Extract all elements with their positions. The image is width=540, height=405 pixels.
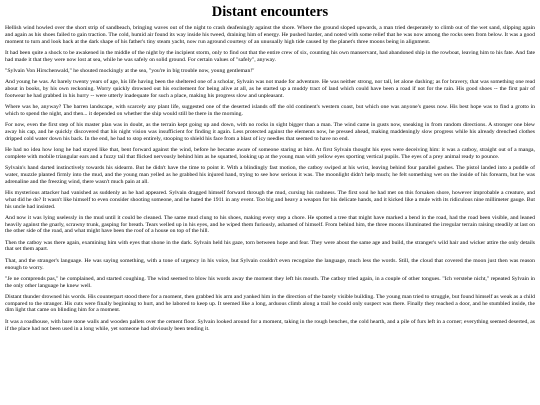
- paragraph: He had no idea how long he had stayed like that, bent forward against the wind, before he became aware of someone staring at him. At first Sylvain thought his eyes were deceiving him: it was a catboy, straight out of a manga, complete with mobile triangular ears and a fuzzy tail that flicked nervously behind him as he squatted, looking up at the young man with yellow eyes sporting vertical pupils. The eyes of a prey animal ready to pounce.: [5, 147, 535, 160]
- document-title: Distant encounters: [211, 4, 329, 20]
- paragraph: It had been quite a shock to be awakened in the middle of the night by the incipient storm, only to find out that the entire crew of six, counting his own manservant, had abandoned ship in the rowboat, leaving him to his fate. And fate had made it that they were now lost at sea, while he was safely on solid ground. For certain values of "safely", anyway.: [5, 49, 535, 63]
- paragraph: Sylvain's hand darted instinctively towards his sidearm. But he didn't have the time to point it. With a blindingly fast motion, the catboy swiped at his wrist, leaving behind four parallel gashes. The pistol landed into a puddle of water, muzzle planted firmly into the mud, and the young man yelled as he grabbed his injured hand, trying to see how serious it was. The moonlight didn't help much; he felt something wet on the inside of his forearm, but he was adrenaline and the freezing wind, there wasn't much pain at all.: [5, 165, 535, 185]
- paragraph: "Sylvain Von Hirschenwald," he shouted mockingly at the sea, "you're in big trouble now, young gentleman!": [5, 67, 255, 74]
- paragraph: "Je ne comprends pas," he complained, and started coughing. The wind seemed to blow his words away the moment they left his mouth. The catboy tried again, in a couple of other tongues. "Ich verstehe nicht," repeated Sylvain in the only other language he knew well.: [5, 275, 535, 289]
- paragraph: Hellish wind howled over the short strip of sandbeach, bringing waves out of the night to crash deafeningly against the shore. Where the ground sloped upwards, a man tried desperately to climb out of the wet sand, slipping again and again as his shoes failed to gain traction. The cold, humid air found its way inside his tweed, draining him of energy. He pushed harder, and noted with some relief that he was now among the rocks seen from below. It was a good moment to turn and look back at the dark shape of his father's tiny steam yacht, now run aground courtesy of an unusually high tide caused by the planet's three moons being in alignment.: [5, 25, 535, 45]
- paragraph: And now it was lying uselessly in the mud until it could be cleaned. The same mud clung to his shoes, making every step a chore. He spotted a tree that might have marked a bend in the road, had the road been visible, and leaned heavily against the gnarly, scrawny trunk, gasping for breath. Tears welled up in his eyes, and he wiped them furiously, ashamed of himself. From behind him, the three moons illuminated the irregular terrain raising steadily at last on the other side of the road, and what might have been the roof of a house on top of the hill.: [5, 214, 535, 235]
- paragraph: It was a roadhouse, with bare stone walls and wooden pallets over the cement floor. Sylvain looked around for a moment, taking in the rough benches, the cold hearth, and a pile of furs left in a corner; everything seemed deserted, as if the place had not been used in a long while, yet someone had obviously been tending it.: [5, 318, 535, 332]
- paragraph: Where was he, anyway? The barren landscape, with scarcely any plant life, suggested one of the deserted islands off the old continent's western coast, but which one was anyone's guess now. His best hope was to find a grotto in which to spend the night, and then... it depended on whether the ship would still be there in the morning.: [5, 104, 535, 117]
- paragraph: For now, even the first step of his master plan was in doubt, as the terrain kept going up and down, with no rocks in sight bigger than a man. The wind came in gusts now, sneaking in from random directions. A stronger one blew away his cap, and he quickly discovered that his night vision was insufficient for finding it again. Less protected against the elements now, he pressed ahead, making maddeningly slow progress while his already drenched clothes dripped cold water down his back. In the end, he had to stop entirely, stooping to shield his face from a blast of icy needles that seemed to have no end.: [5, 122, 535, 142]
- paragraph: His mysterious attacker had vanished as suddenly as he had appeared. Sylvain dragged himself forward through the mud, cursing his rashness. The first soul he had met on this forsaken shore, however improbable a creature, and what did he do? It wasn't like himself to even consider shooting someone, and he hated the 1911 in any event. Too big and heavy a weapon for his delicate hands, and it kicked like a mule with its ridiculous nine millimeter gauge. But his uncle had insisted.: [5, 190, 535, 210]
- paragraph: Distant thunder drowned his words. His counterpart stood there for a moment, then grabbed his arm and yanked him in the direction of the barely visible building. The young man tried to struggle, but found himself as weak as a child compared to the stranger. His cuts were finally beginning to hurt, and he labored to keep up. It seemed like a long, arduous climb along a trail he could only suspect was there. Finally they reached a door, and he stumbled inside, the dim light that came on blinding him for a moment.: [5, 293, 535, 314]
- paragraph: And young he was. At barely twenty years of age, his life having been the sheltered one of a scholar, Sylvain was not made for adventure. He was neither strong, nor tall, let alone dashing; as for bravery, that was something one read about in books, by his own reckoning. Worry quickly drowned out his excitement for being alive at all, as he started up a muddy tract of land which could have been a road if not for the rain. His good shoes -- the first pair of footwear he had grabbed in his hurry -- were utterly inadequate for such a place, making his progress slow and unpleasant.: [5, 79, 535, 99]
- document-body: [5, 25, 535, 332]
- paragraph: Then the catboy was there again, examining him with eyes that shone in the dark. Sylvain held his gaze, torn between hope and fear. They were about the same age and build, the stranger's wild hair and wicker attire the only details that set them apart.: [5, 239, 535, 253]
- paragraph: That, and the stranger's language. He was saying something, with a tone of urgency in his voice, but Sylvain couldn't even recognize the language, much less the words. Still, the cloud that covered the moon just then was reason enough to worry.: [5, 257, 535, 271]
